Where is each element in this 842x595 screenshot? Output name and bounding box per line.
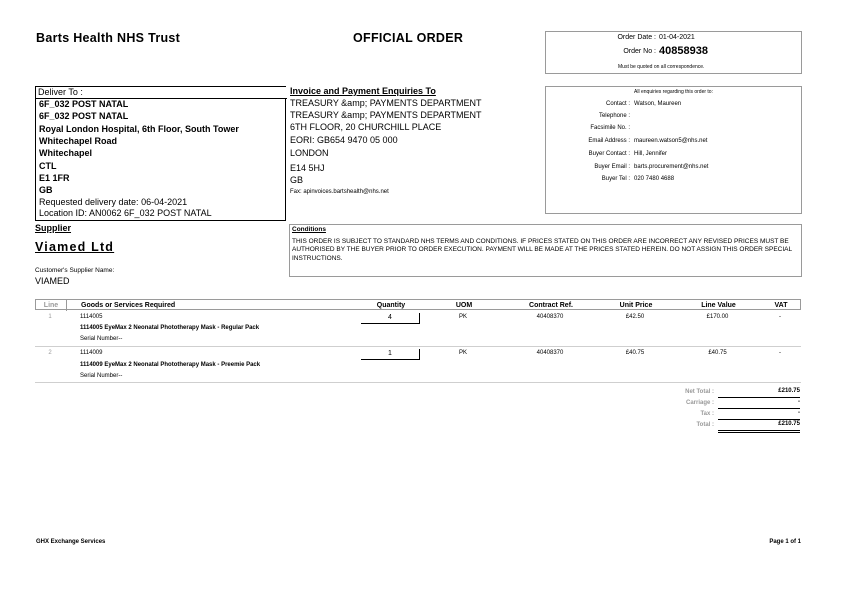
header-unit-price: Unit Price [619, 302, 653, 309]
header-goods: Goods or Services Required [81, 302, 176, 309]
row-line-value: £40.75 [708, 350, 727, 356]
row-divider [35, 382, 801, 383]
enquiries-title: All enquiries regarding this order to: [634, 89, 713, 95]
supplier-title: Supplier [35, 223, 72, 233]
header-line-value: Line Value [701, 302, 736, 309]
row-serial: Serial Number-- [80, 336, 123, 342]
customer-supplier-name: VIAMED [35, 276, 70, 286]
buyer-contact-label: Buyer Contact : [588, 151, 630, 157]
order-info-box [545, 31, 802, 74]
row-unit-price: £42.50 [625, 314, 645, 320]
order-date: 01-04-2021 [659, 34, 695, 41]
table-row [35, 312, 801, 346]
conditions-text: THIS ORDER IS SUBJECT TO STANDARD NHS TERMS AND CONDITIONS. IF PRICES STATED ON THIS ORDER ARE INCORRECT ANY REVISED PRICES MUST BE AUTHORISED BY THE BUYER PRIOR TO ORDER EXECUTION. PAYMENT WILL BE MADE AT THE PRICES STATED HEREIN. DO NOT ASSIGN THIS ORDER SPECIAL INSTRUCTIONS. [292, 238, 792, 262]
document-title: OFFICIAL ORDER [353, 31, 464, 45]
deliver-line-5: Whitechapel [39, 148, 93, 158]
header-vat: VAT [774, 302, 788, 309]
row-unit-price: £40.75 [625, 350, 645, 356]
row-line-number: 1 [48, 314, 52, 320]
conditions-box [289, 224, 802, 277]
row-uom: PK [458, 314, 467, 320]
row-code: 1114009 [80, 350, 103, 356]
invoice-line-4: EORI: GB654 9470 05 000 [290, 135, 398, 145]
deliver-line-4: Whitechapel Road [39, 136, 118, 146]
order-no-label: Order No : [623, 48, 656, 55]
order-date-label: Order Date : [617, 34, 656, 41]
customer-supplier-label: Customer's Supplier Name: [35, 267, 115, 274]
tax-label: Tax : [700, 411, 714, 417]
row-vat: - [779, 350, 781, 356]
buyer-email-value: barts.procurement@nhs.net [634, 164, 709, 170]
buyer-tel-value: 020 7480 4688 [634, 176, 675, 182]
row-code: 1114005 [80, 314, 103, 320]
quote-note: Must be quoted on all correspondence. [618, 64, 705, 70]
invoice-line-1: TREASURY &amp; PAYMENTS DEPARTMENT [290, 98, 482, 108]
invoice-section [290, 86, 543, 214]
header-contract: Contract Ref. [529, 302, 573, 309]
invoice-line-3: 6TH FLOOR, 20 CHURCHILL PLACE [290, 122, 442, 132]
contact-value: Watson, Maureen [634, 101, 682, 107]
order-number: 40858938 [659, 45, 708, 57]
buyer-email-label: Buyer Email : [594, 164, 630, 170]
deliver-to-box [35, 86, 286, 221]
deliver-line-3: Royal London Hospital, 6th Floor, South Tower [39, 124, 239, 134]
deliver-line-6: CTL [39, 161, 57, 171]
contact-label: Contact : [605, 101, 630, 107]
table-row [35, 348, 801, 382]
buyer-tel-label: Buyer Tel : [601, 176, 630, 182]
email-label: Email Address : [588, 138, 630, 144]
row-line-number: 2 [48, 350, 52, 356]
row-uom: PK [458, 350, 467, 356]
page-number: Page 1 of 1 [769, 539, 801, 545]
invoice-line-6: E14 5HJ [290, 163, 325, 173]
invoice-line-2: TREASURY &amp; PAYMENTS DEPARTMENT [290, 110, 482, 120]
requested-delivery-date: Requested delivery date: 06-04-2021 [39, 197, 188, 207]
deliver-line-2: 6F_032 POST NATAL [39, 111, 129, 121]
invoice-line-5: LONDON [290, 148, 329, 158]
row-contract: 40408370 [536, 314, 564, 320]
conditions-title: Conditions [292, 226, 326, 233]
row-contract: 40408370 [536, 350, 564, 356]
row-serial: Serial Number-- [80, 373, 123, 379]
footer-left: GHX Exchange Services [36, 539, 106, 545]
net-total-value: £210.75 [718, 388, 800, 398]
row-line-value: £170.00 [706, 314, 729, 320]
row-divider [35, 346, 801, 347]
header-quantity: Quantity [376, 302, 406, 309]
totals-section [640, 388, 802, 434]
header-uom: UOM [455, 302, 473, 309]
facsimile-label: Facsimile No. : [590, 125, 630, 131]
row-vat: - [779, 314, 781, 320]
total-label: Total : [696, 422, 714, 428]
deliver-line-1: 6F_032 POST NATAL [39, 99, 129, 109]
telephone-label: Telephone : [598, 113, 630, 119]
row-description: 1114009 EyeMax 2 Neonatal Phototherapy Mask - Preemie Pack [80, 362, 261, 368]
table-header [35, 299, 801, 310]
row-description: 1114005 EyeMax 2 Neonatal Phototherapy Mask - Regular Pack [80, 325, 260, 331]
invoice-title: Invoice and Payment Enquiries To [290, 86, 436, 96]
buyer-contact-value: Hill, Jennifer [634, 151, 668, 157]
row-quantity: 1 [361, 349, 420, 360]
total-value: £210.75 [718, 421, 800, 433]
invoice-fax: Fax: apinvoices.bartshealth@nhs.net [290, 189, 389, 195]
header-line: Line [36, 300, 67, 311]
email-value: maureen.watson5@nhs.net [634, 138, 708, 144]
deliver-line-7: E1 1FR [39, 173, 70, 183]
enquiries-box [545, 86, 802, 214]
carriage-label: Carriage : [685, 400, 714, 406]
deliver-to-title: Deliver To : [36, 87, 287, 99]
row-quantity: 4 [361, 313, 420, 324]
deliver-line-8: GB [39, 185, 53, 195]
location-id: Location ID: AN0062 6F_032 POST NATAL [39, 208, 212, 218]
supplier-name: Viamed Ltd [35, 240, 115, 254]
net-total-label: Net Total : [685, 389, 714, 395]
carriage-value: - [718, 399, 800, 409]
invoice-line-7: GB [290, 175, 304, 185]
org-name: Barts Health NHS Trust [36, 31, 181, 45]
tax-value: - [718, 410, 800, 420]
